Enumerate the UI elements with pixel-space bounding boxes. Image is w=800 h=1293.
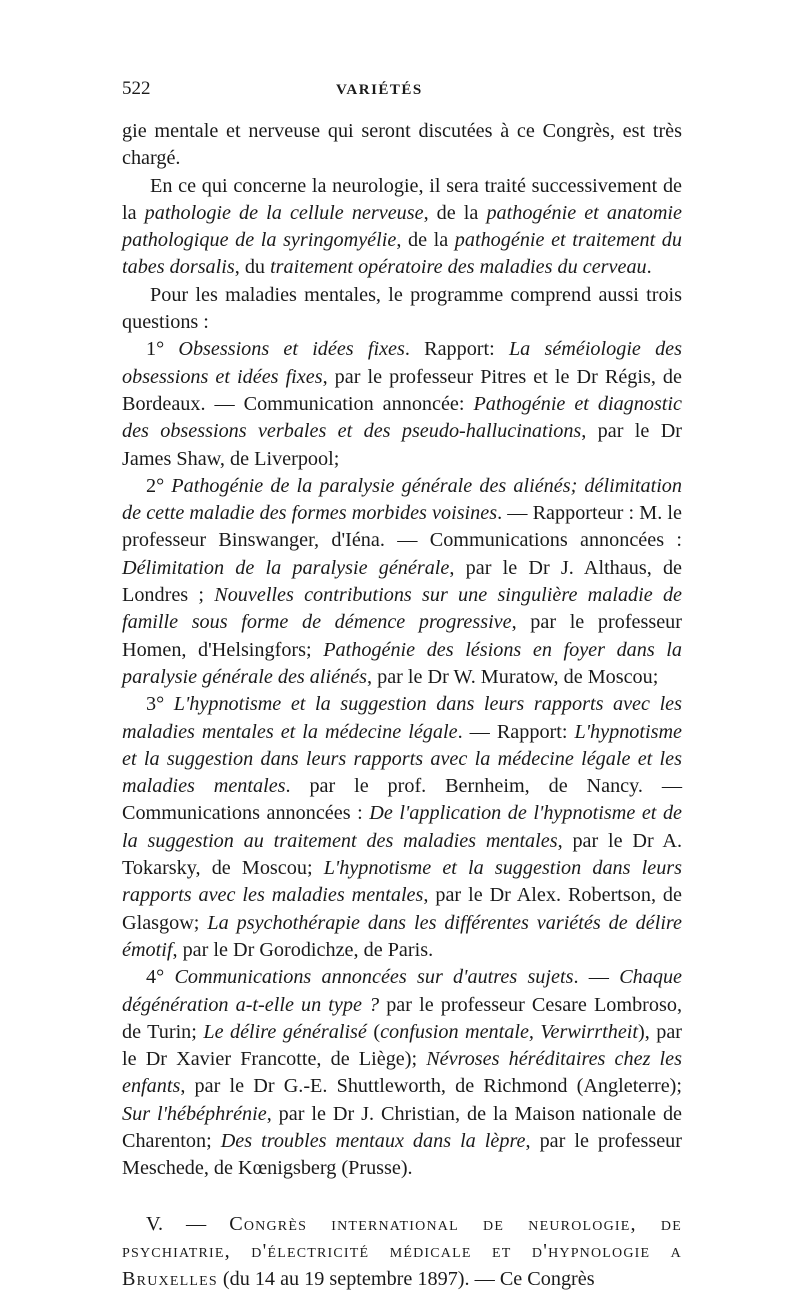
italic-topic: Obsessions et idées fixes (178, 338, 405, 361)
paragraph-mental-diseases: Pour les maladies mentales, le programme comprend aussi trois questions : (122, 283, 682, 334)
text-run: 1° (146, 338, 179, 361)
section-v-heading (122, 1211, 682, 1293)
text-run: , par le Dr A. Tokarsky, de Moscou; (122, 829, 682, 880)
italic-topic: Pathogénie et diagnostic des obsessions verbales et des pseudo-hallucinations (122, 392, 682, 443)
text-run: . (646, 256, 652, 279)
text-run: , par le Dr J. Althaus, de Londres ; (122, 556, 682, 607)
text-run: , de la (396, 229, 455, 252)
text-run: , par le Dr W. Muratow, de Moscou; (367, 665, 659, 688)
italic-topic: Communications annoncées sur d'autres sujets (174, 966, 574, 989)
text-run: . Rapport: (404, 338, 509, 361)
italic-topic: Le délire généralisé (203, 1020, 367, 1043)
text-run: , du (234, 256, 271, 279)
text-run: (du 14 au 19 septembre 1897). — Ce Congrès (217, 1267, 595, 1290)
text-run: V. — (146, 1212, 230, 1235)
body-text (122, 118, 682, 1183)
italic-topic: Chaque dégénération a-t-elle un type ? (122, 966, 683, 1016)
text-run: , de la (423, 201, 487, 224)
italic-topic: L'hypnotisme et la suggestion dans leurs rapports avec les maladies mentales et la médecine légale (122, 693, 682, 743)
italic-topic: La psychothérapie dans les différentes variétés de délire émotif (122, 911, 682, 961)
text-run: , par le professeur Homen, d'Helsingfors; (122, 611, 682, 661)
text-run: ), par le Dr Xavier Francotte, de Liège); (122, 1020, 682, 1071)
text-run: . par le prof. Bernheim, de Nancy. — Communications annoncées : (122, 775, 683, 825)
text-run: . — Rapporteur : M. le professeur Binswanger, d'Iéna. — Communications annoncées : (122, 502, 682, 552)
text-run: ( (366, 1020, 381, 1043)
italic-topic: pathogénie et traitement du tabes dorsalis (122, 229, 682, 279)
text-run: , par le Dr James Shaw, de Liverpool; (122, 420, 682, 470)
italic-topic: pathologie de la cellule nerveuse (144, 201, 424, 224)
text-run: . — Rapport: (457, 720, 575, 743)
list-item-autres-sujets (122, 964, 682, 1182)
italic-topic: La séméiologie des obsessions et idées fixes (122, 338, 682, 388)
italic-topic: Pathogénie des lésions en foyer dans la paralysie générale des aliénés (122, 638, 682, 688)
text-run: , par le Dr Alex. Robertson, de Glasgow; (122, 884, 682, 934)
italic-topic: traitement opératoire des maladies du cerveau (270, 256, 647, 279)
paragraph-neurology (122, 173, 682, 282)
italic-topic: De l'application de l'hypnotisme et de la suggestion au traitement des maladies mentales (122, 802, 682, 852)
text-run: En ce qui concerne la neurologie, il sera traité successivement de la (122, 174, 682, 224)
italic-topic: Sur l'hébéphrénie (122, 1102, 267, 1125)
text-run: , par le Dr G.-E. Shuttleworth, de Richmond (Angleterre); (180, 1075, 682, 1098)
italic-topic: confusion mentale, Verwirrtheit (380, 1020, 638, 1043)
page-header (122, 78, 682, 118)
italic-topic: Névroses héréditaires chez les enfants (122, 1048, 682, 1098)
running-title: VARIÉTÉS (336, 82, 423, 98)
small-caps-title: Congrès international de neurologie, de psychiatrie, d'électricité médicale et d'hypnologie a Bruxelles (122, 1212, 682, 1290)
text-run: , par le Dr J. Christian, de la Maison nationale de Charenton; (122, 1102, 682, 1152)
italic-topic: L'hypnotisme et la suggestion dans leurs rapports avec les maladies mentales (122, 857, 682, 907)
text-run: , par le Dr Gorodichze, de Paris. (172, 938, 434, 961)
text-run: par le professeur Cesare Lombroso, de Turin; (122, 993, 682, 1043)
text-run: 2° (146, 474, 172, 497)
italic-topic: Délimitation de la paralysie générale (122, 556, 450, 579)
text-run: . — (573, 966, 620, 989)
italic-topic: pathogénie et anatomie pathologique de la syringomyélie (122, 201, 682, 252)
italic-topic: Des troubles mentaux dans la lèpre (220, 1129, 526, 1152)
paragraph-continuation: gie mentale et nerveuse qui seront discutées à ce Congrès, est très chargé. (122, 120, 682, 170)
page-number: 522 (122, 78, 151, 99)
italic-topic: L'hypnotisme et la suggestion dans leurs rapports avec la médecine légale et les maladies mentales (122, 720, 682, 798)
list-item-paralysie (122, 473, 682, 691)
list-item-hypnotisme (122, 691, 682, 964)
text-run: 3° (146, 693, 174, 716)
list-item-obsessions (122, 336, 682, 472)
text-run: 4° (146, 966, 175, 989)
text-run: , par le professeur Pitres et le Dr Régis, de Bordeaux. — Communication annoncée: (122, 365, 682, 415)
italic-topic: Nouvelles contributions sur une singulière maladie de famille sous forme de démence progressive (122, 584, 683, 634)
text-run: , par le professeur Meschede, de Kœnigsberg (Prusse). (122, 1129, 683, 1180)
italic-topic: Pathogénie de la paralysie générale des aliénés; délimitation de cette maladie des formes morbides voisines (122, 474, 682, 525)
